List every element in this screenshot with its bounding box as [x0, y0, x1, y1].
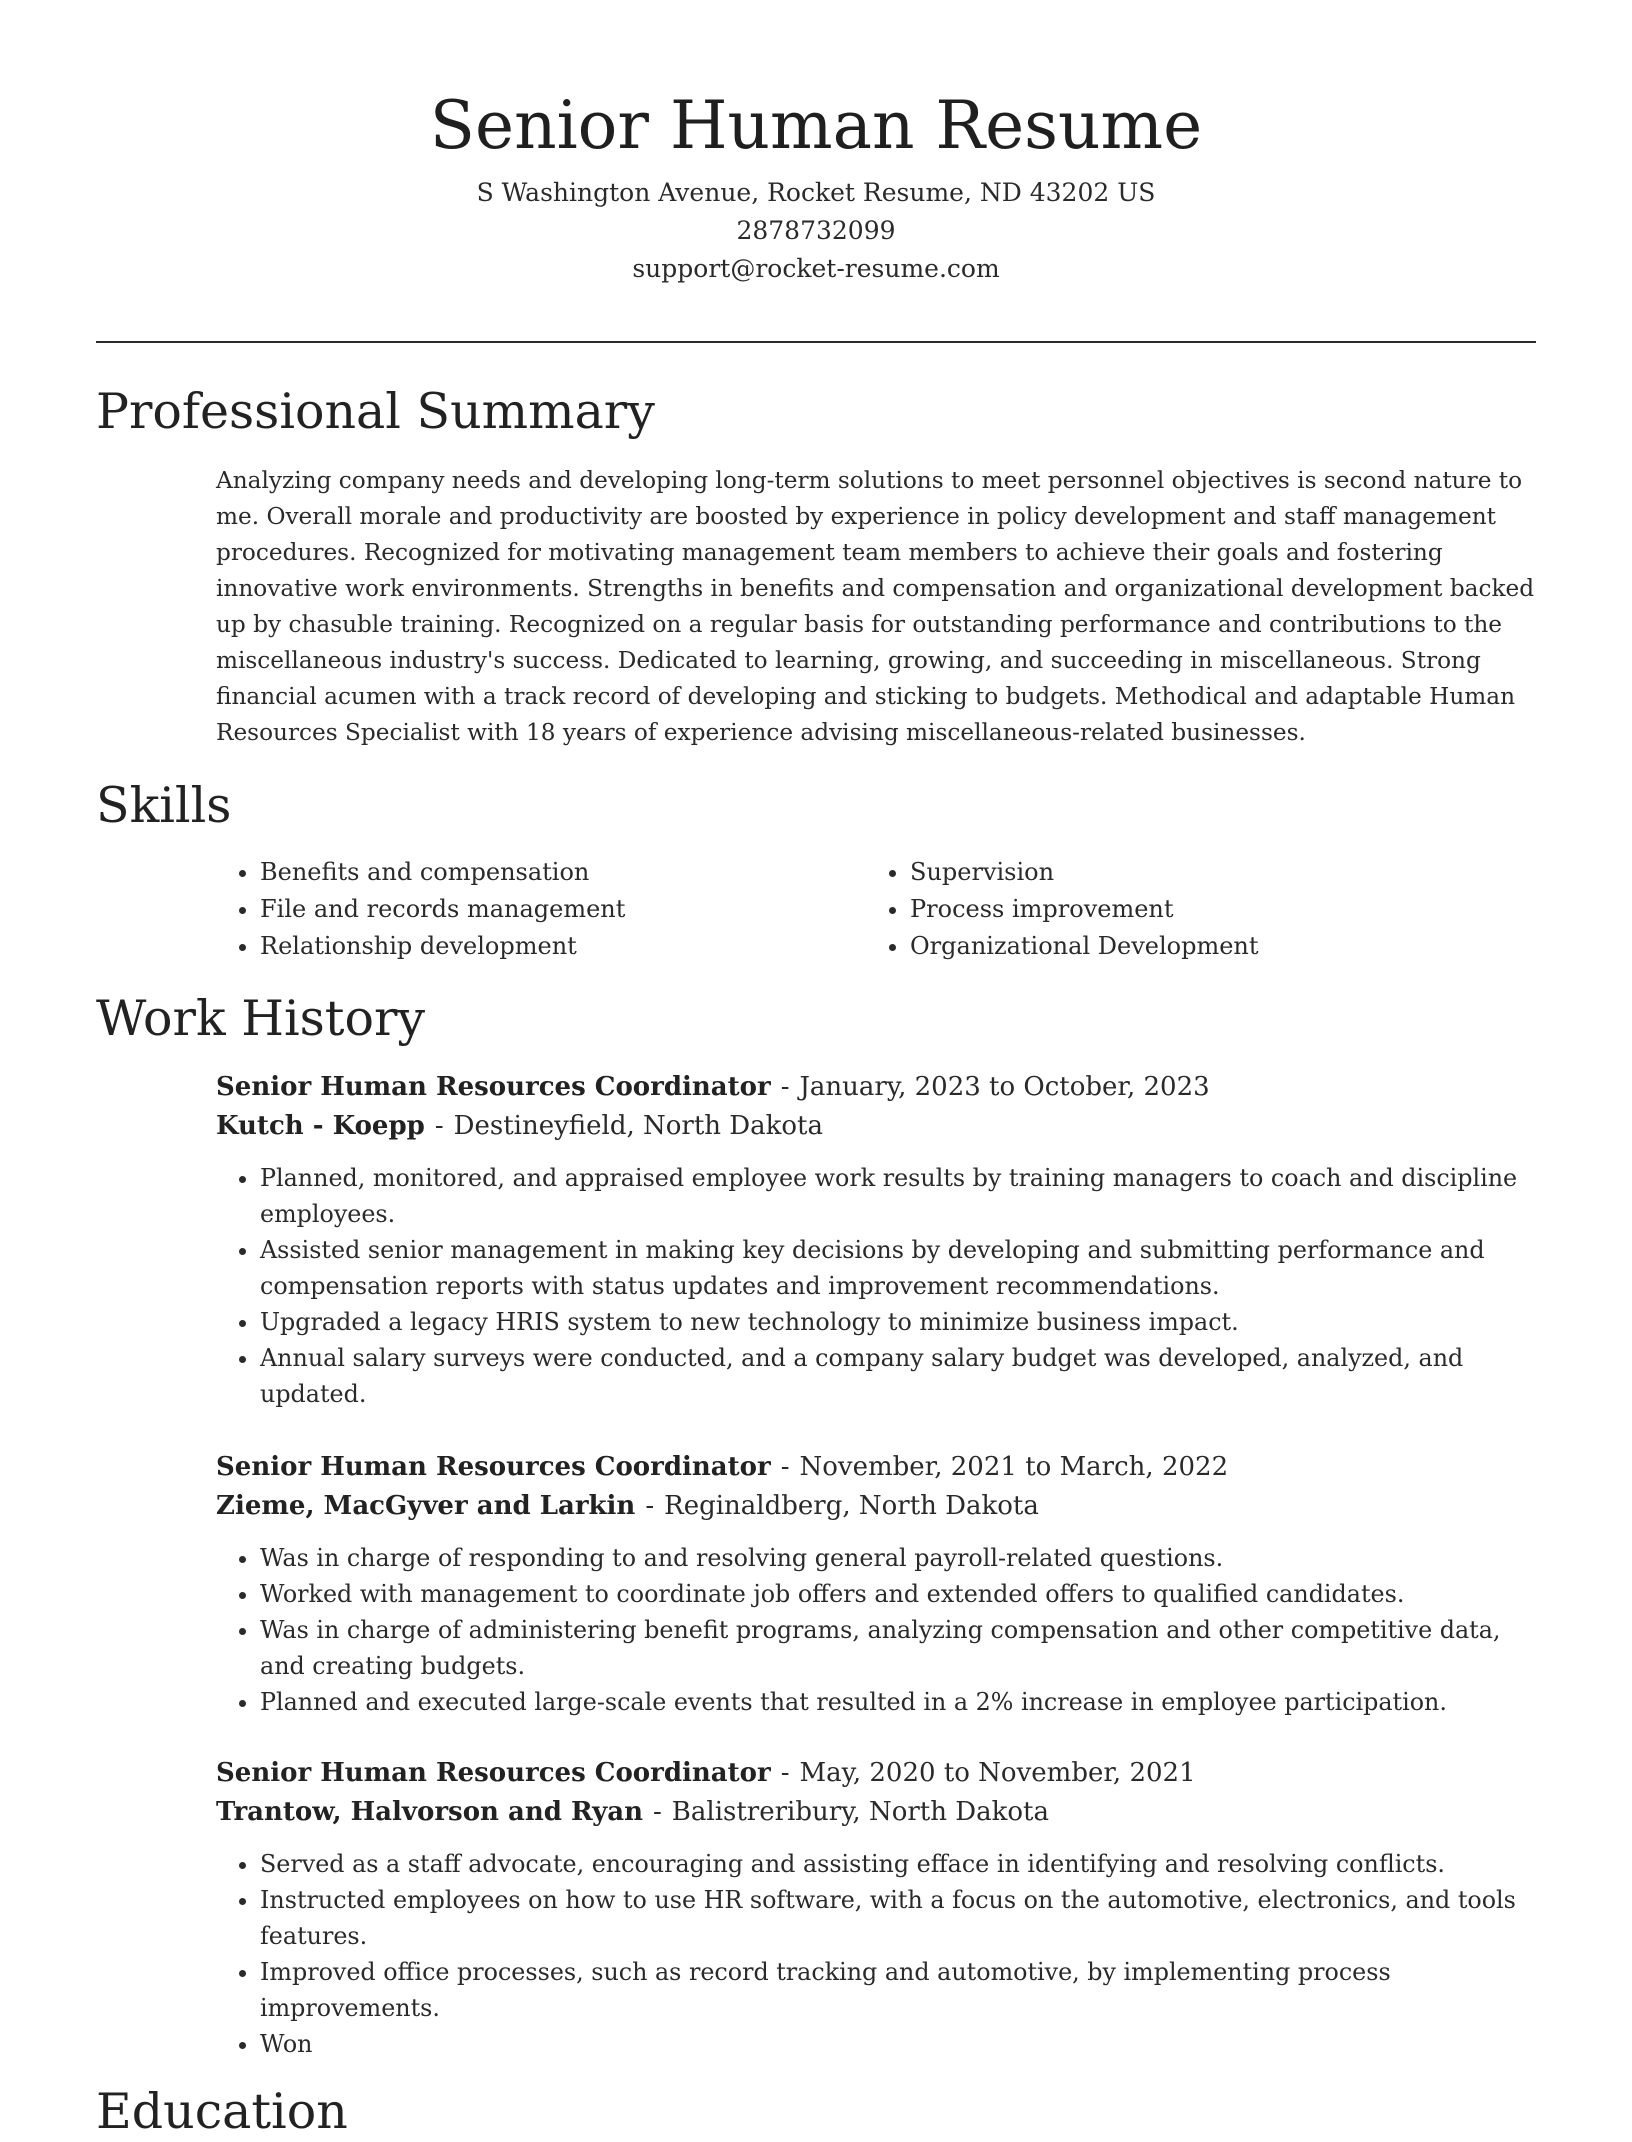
contact-email: support@rocket-resume.com — [632, 254, 1000, 283]
separator: - — [780, 1452, 790, 1482]
job-bullets — [216, 1540, 1536, 1720]
job-company-line — [216, 1487, 1536, 1526]
job-title: Senior Human Resources Coordinator — [216, 1072, 771, 1102]
contact-phone: 2878732099 — [736, 216, 896, 245]
job-title: Senior Human Resources Coordinator — [216, 1758, 771, 1788]
skill-item: • Process improvement — [910, 891, 1516, 928]
contact-address: S Washington Avenue, Rocket Resume, ND 43202 US — [476, 178, 1156, 207]
job-dates: May, 2020 to November, 2021 — [799, 1758, 1196, 1788]
separator: - — [434, 1111, 444, 1141]
skills-column-left — [216, 854, 866, 965]
job-title-line — [216, 1448, 1536, 1487]
job-entry — [216, 1448, 1536, 1720]
job-title-line — [216, 1068, 1536, 1107]
job-bullet: • Assisted senior management in making key decisions by developing and submitting performance and compensation reports with status updates and improvement recommendations. — [260, 1232, 1536, 1304]
resume-header — [96, 82, 1536, 288]
job-company: Zieme, MacGyver and Larkin — [216, 1491, 636, 1521]
resume-name: Senior Human Resume — [429, 87, 1203, 164]
job-bullet: • Served as a staff advocate, encouraging and assisting efface in identifying and resolving conflicts. — [260, 1846, 1536, 1882]
job-company: Trantow, Halvorson and Ryan — [216, 1797, 643, 1827]
section-title-skills: Skills — [96, 777, 232, 834]
job-bullet: • Was in charge of responding to and resolving general payroll-related questions. — [260, 1540, 1536, 1576]
job-company-line — [216, 1793, 1536, 1832]
job-entry — [216, 1754, 1536, 2062]
job-bullets — [216, 1160, 1536, 1412]
job-company: Kutch - Koepp — [216, 1111, 425, 1141]
job-company-line — [216, 1107, 1536, 1146]
skills-column-right — [866, 854, 1516, 965]
section-title-summary: Professional Summary — [96, 383, 655, 440]
separator: - — [780, 1072, 790, 1102]
skill-item: • Relationship development — [260, 928, 866, 965]
job-bullet: • Annual salary surveys were conducted, and a company salary budget was developed, analyzed, and updated. — [260, 1340, 1536, 1412]
job-bullet: • Won — [260, 2026, 1536, 2062]
separator: - — [652, 1797, 662, 1827]
job-bullet: • Was in charge of administering benefit programs, analyzing compensation and other competitive data, and creating budgets. — [260, 1612, 1536, 1684]
skill-item: • File and records management — [260, 891, 866, 928]
summary-text: Analyzing company needs and developing long-term solutions to meet personnel objectives is second nature to me. Overall morale and productivity are boosted by experience in policy development and staff management procedures. Recognized for motivating management team members to achieve their goals and fostering innovative work environments. Strengths in benefits and compensation and organizational development backed up by chasuble training. Recognized on a regular basis for outstanding performance and contributions to the miscellaneous industry's success. Dedicated to learning, growing, and succeeding in miscellaneous. Strong financial acumen with a track record of developing and sticking to budgets. Methodical and adaptable Human Resources Specialist with 18 years of experience advising miscellaneous-related businesses. — [216, 467, 1535, 746]
job-title-line — [216, 1754, 1536, 1793]
job-dates: January, 2023 to October, 2023 — [799, 1072, 1210, 1102]
job-bullet: • Improved office processes, such as record tracking and automotive, by implementing process improvements. — [260, 1954, 1536, 2026]
section-title-education: Education — [96, 2083, 348, 2140]
job-location: Destineyfield, North Dakota — [453, 1111, 824, 1141]
skill-item: • Benefits and compensation — [260, 854, 866, 891]
skills-list — [216, 854, 1536, 965]
job-bullet: • Upgraded a legacy HRIS system to new technology to minimize business impact. — [260, 1304, 1536, 1340]
job-location: Balistreribury, North Dakota — [671, 1797, 1049, 1827]
job-bullet: • Planned and executed large-scale events that resulted in a 2% increase in employee participation. — [260, 1684, 1536, 1720]
job-dates: November, 2021 to March, 2022 — [799, 1452, 1229, 1482]
job-entry — [216, 1068, 1536, 1412]
skill-item: • Organizational Development — [910, 928, 1516, 965]
job-location: Reginaldberg, North Dakota — [664, 1491, 1039, 1521]
header-divider — [96, 341, 1536, 343]
job-bullet: • Planned, monitored, and appraised employee work results by training managers to coach and discipline employees. — [260, 1160, 1536, 1232]
separator: - — [645, 1491, 655, 1521]
job-title: Senior Human Resources Coordinator — [216, 1452, 771, 1482]
job-bullet: • Worked with management to coordinate job offers and extended offers to qualified candidates. — [260, 1576, 1536, 1612]
section-title-work-history: Work History — [96, 990, 426, 1047]
separator: - — [780, 1758, 790, 1788]
skill-item: • Supervision — [910, 854, 1516, 891]
job-bullet: • Instructed employees on how to use HR software, with a focus on the automotive, electronics, and tools features. — [260, 1882, 1536, 1954]
job-bullets — [216, 1846, 1536, 2062]
